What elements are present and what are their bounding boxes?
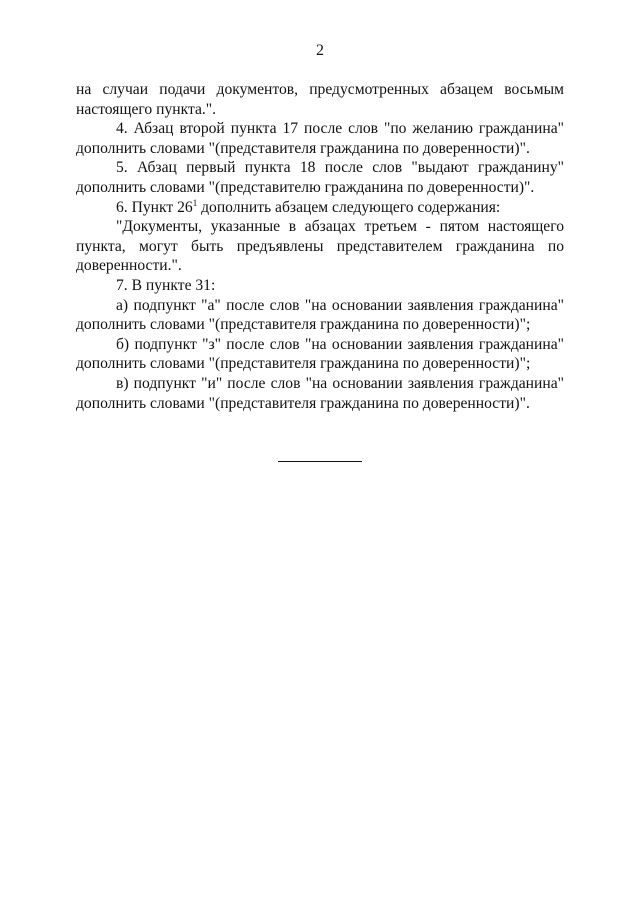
paragraph-item-5: 5. Абзац первый пункта 18 после слов "выдают гражданину" дополнить словами "(представителю гражданина по доверенности)". bbox=[76, 159, 564, 196]
paragraph-item-6-prefix: 6. Пункт 26 bbox=[116, 198, 193, 216]
paragraph-subitem-b: б) подпункт "з" после слов "на основании заявления гражданина" дополнить словами "(представителя гражданина по доверенности)"; bbox=[76, 335, 564, 373]
page-number: 2 bbox=[316, 42, 324, 59]
paragraph-item-7: 7. В пункте 31: bbox=[116, 276, 216, 294]
paragraph-continuation: на случаи подачи документов, предусмотренных абзацем восьмым настоящего пункта.". bbox=[76, 81, 564, 118]
end-divider-line bbox=[278, 461, 362, 462]
document-body bbox=[76, 80, 564, 413]
paragraph-subitem-a: а) подпункт "а" после слов "на основании заявления гражданина" дополнить словами "(представителя гражданина по доверенности)"; bbox=[76, 296, 564, 334]
paragraph-item-4: 4. Абзац второй пункта 17 после слов "по желанию гражданина" дополнить словами "(представителя гражданина по доверенности)". bbox=[76, 120, 564, 157]
paragraph-item-6-suffix: дополнить абзацем следующего содержания: bbox=[197, 198, 501, 216]
paragraph-quoted-text: "Документы, указанные в абзацах третьем - пятом настоящего пункта, могут быть предъявлены представителем гражданина по доверенности.". bbox=[76, 218, 564, 275]
superscript-index: 1 bbox=[192, 197, 198, 208]
paragraph-item-6 bbox=[76, 198, 564, 218]
paragraph-subitem-v: в) подпункт "и" после слов "на основании заявления гражданина" дополнить словами "(представителя гражданина по доверенности)". bbox=[76, 374, 564, 412]
